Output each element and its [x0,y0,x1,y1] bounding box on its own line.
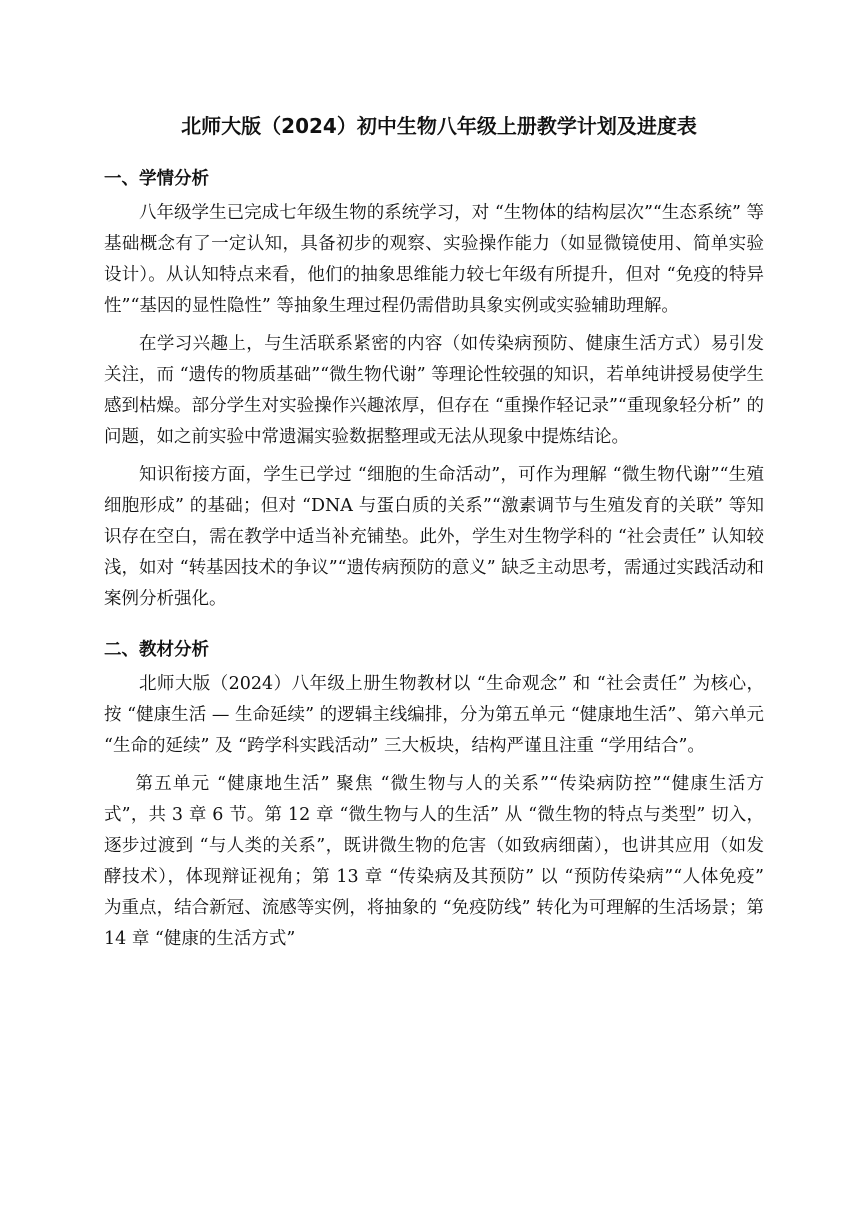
document-title: 北师大版（2024）初中生物八年级上册教学计划及进度表 [181,114,697,138]
paragraph: 知识衔接方面，学生已学过 “细胞的生命活动”，可作为理解 “微生物代谢”“生殖细胞形成” 的基础；但对 “DNA 与蛋白质的关系”“激素调节与生殖发育的关联” 等知识存在空白，需在教学中适当补充铺垫。此外，学生对生物学科的 “社会责任” 认知较浅，如对 “转基因技术的争议”“遗传病预防的意义” 缺乏主动思考，需通过实践活动和案例分析强化。 [104,465,764,609]
section-learning-analysis [104,166,764,615]
paragraph: 北师大版（2024）八年级上册生物教材以 “生命观念” 和 “社会责任” 为核心，按 “健康生活 — 生命延续” 的逻辑主线编排，分为第五单元 “健康地生活”、第六单元 “生命的延续” 及 “跨学科实践活动” 三大板块，结构严谨且注重 “学用结合”。 [104,674,764,756]
section-heading: 一、学情分析 [104,169,209,189]
section-heading: 二、教材分析 [104,640,209,660]
section-textbook-analysis [104,637,764,955]
paragraph: 第五单元 “健康地生活” 聚焦 “微生物与人的关系”“传染病防控”“健康生活方式”，共 3 章 6 节。第 12 章 “微生物与人的生活” 从 “微生物的特点与类型” 切入，逐步过渡到 “与人类的关系”，既讲微生物的危害（如致病细菌），也讲其应用（如发酵技术），体现辩证视角；第 13 章 “传染病及其预防” 以 “预防传染病”“人体免疫” 为重点，结合新冠、流感等实例，将抽象的 “免疫防线” 转化为可理解的生活场景；第 14 章 “健康的生活方式” [104,774,764,949]
paragraph: 在学习兴趣上，与生活联系紧密的内容（如传染病预防、健康生活方式）易引发关注，而 “遗传的物质基础”“微生物代谢” 等理论性较强的知识，若单纯讲授易使学生感到枯燥。部分学生对实验操作兴趣浓厚，但存在 “重操作轻记录”“重现象轻分析” 的问题，如之前实验中常遗漏实验数据整理或无法从现象中提炼结论。 [104,334,764,447]
paragraph: 八年级学生已完成七年级生物的系统学习，对 “生物体的结构层次”“生态系统” 等基础概念有了一定认知，具备初步的观察、实验操作能力（如显微镜使用、简单实验设计）。从认知特点来看，他们的抽象思维能力较七年级有所提升，但对 “免疫的特异性”“基因的显性隐性” 等抽象生理过程仍需借助具象实例或实验辅助理解。 [104,203,764,316]
